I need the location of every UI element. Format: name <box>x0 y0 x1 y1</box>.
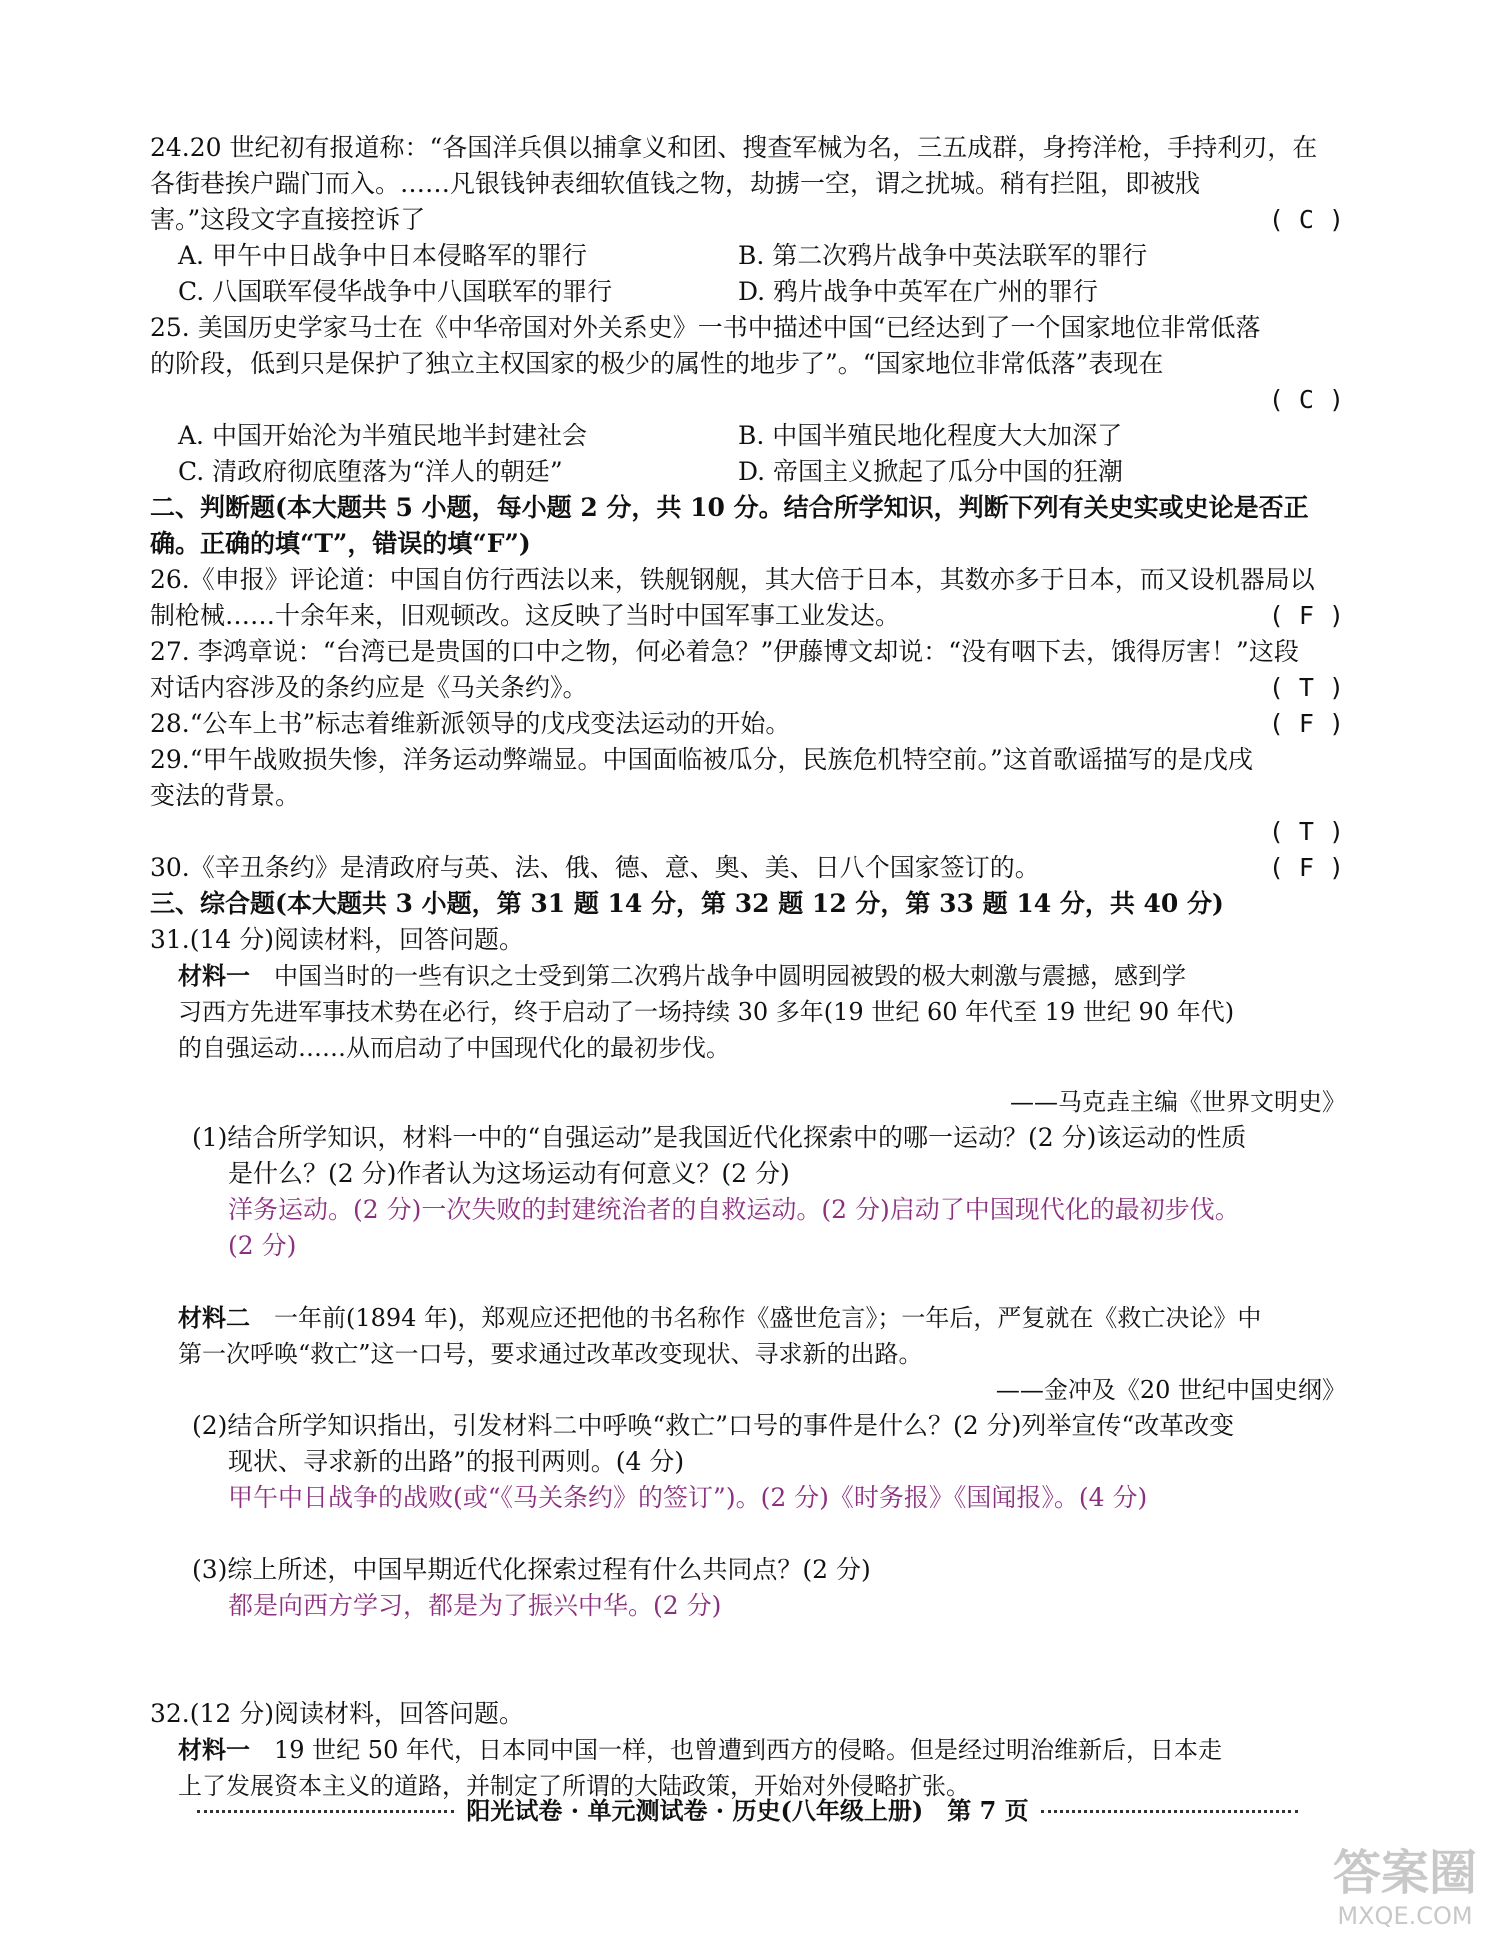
q24-option-b: B. 第二次鸦片战争中英法联军的罪行 <box>738 241 1148 270</box>
q30-line-1: 30.《辛丑条约》是清政府与英、法、俄、德、意、奥、美、日八个国家签订的。 <box>150 853 1040 882</box>
q31-material-1-source: ——马克垚主编《世界文明史》 <box>1010 1088 1346 1116</box>
q31-answer-2-line-1: 甲午中日战争的战败(或“《马关条约》的签订”)。(2 分)《时务报》《国闻报》。(4 分) <box>228 1483 1148 1512</box>
q24-options <box>178 238 1350 310</box>
q28-answer: ( F ) <box>1268 709 1344 738</box>
q24-option-c: C. 八国联军侵华战争中八国联军的罪行 <box>178 277 613 306</box>
q25-answer: ( C ) <box>1268 385 1344 414</box>
q29-answer: ( T ) <box>1268 817 1344 846</box>
watermark <box>1330 1845 1480 1940</box>
q31-part-2-line-2: 现状、寻求新的出路”的报刊两则。(4 分) <box>228 1447 685 1476</box>
q26-answer: ( F ) <box>1268 601 1344 630</box>
q31-part-2-line-1: (2)结合所学知识指出，引发材料二中呼唤“救亡”口号的事件是什么？(2 分)列举宣传“改革改变 <box>192 1411 1235 1440</box>
question-26 <box>150 562 1350 634</box>
q31-heading: 31.(14 分)阅读材料，回答问题。 <box>150 925 525 954</box>
q27-line-2: 对话内容涉及的条约应是《马关条约》。 <box>150 673 588 702</box>
q31-answer-1-line-2: (2 分) <box>228 1231 297 1260</box>
sec2-line-2: 确。正确的填“T”，错误的填“F”) <box>150 529 531 558</box>
question-27 <box>150 634 1350 706</box>
q31-part-3-line-1: (3)综上所述，中国早期近代化探索过程有什么共同点？(2 分) <box>192 1555 871 1584</box>
q31-part-1-line-2: 是什么？(2 分)作者认为这场运动有何意义？(2 分) <box>228 1159 790 1188</box>
exam-page <box>150 130 1350 1804</box>
q31-material-1-line-2: 习西方先进军事技术势在必行，终于启动了一场持续 30 多年(19 世纪 60 年代至 19 世纪 90 年代) <box>178 998 1235 1026</box>
question-28 <box>150 706 1350 742</box>
q25-options <box>178 418 1350 490</box>
q31-answer-3 <box>228 1588 1350 1624</box>
q24-answer: ( C ) <box>1268 205 1344 234</box>
q28-line-1: 28.“公车上书”标志着维新派领导的戊戌变法运动的开始。 <box>150 709 791 738</box>
footer-dots-right <box>1041 1810 1298 1813</box>
watermark-logo: 答案圈 <box>1332 1845 1477 1901</box>
q31-material-1-line-1: 中国当时的一些有识之士受到第二次鸦片战争中圆明园被毁的极大刺激与震撼，感到学 <box>250 962 1186 990</box>
q29-line-1: 29.“甲午战败损失惨，洋务运动弊端显。中国面临被瓜分，民族危机特空前。”这首歌谣描写的是戊戌 <box>150 745 1253 774</box>
q31-answer-2 <box>228 1480 1350 1516</box>
sec2-line-1: 二、判断题(本大题共 5 小题，每小题 2 分，共 10 分。结合所学知识，判断下列有关史实或史论是否正 <box>150 493 1309 522</box>
q26-line-2: 制枪械……十余年来，旧观顿改。这反映了当时中国军事工业发达。 <box>150 601 901 630</box>
q31-material-2-line-2: 第一次呼唤“救亡”这一口号，要求通过改革改变现状、寻求新的出路。 <box>178 1340 923 1368</box>
q32-material-1-line-1: 19 世纪 50 年代，日本同中国一样，也曾遭到西方的侵略。但是经过明治维新后，日本走 <box>250 1736 1222 1764</box>
q31-answer-1-line-1: 洋务运动。(2 分)一次失败的封建统治者的自救运动。(2 分)启动了中国现代化的最初步伐。 <box>228 1195 1240 1224</box>
q31-part-2 <box>192 1408 1350 1480</box>
q25-option-d: D. 帝国主义掀起了瓜分中国的狂潮 <box>738 457 1124 486</box>
q32-material-1-line-2: 上了发展资本主义的道路，并制定了所谓的大陆政策，开始对外侵略扩张。 <box>178 1772 970 1800</box>
q31-material-2-label: 材料二 <box>178 1303 250 1332</box>
q27-line-1: 27. 李鸿章说：“台湾已是贵国的口中之物，何必着急？”伊藤博文却说：“没有咽下去，饿得厉害！”这段 <box>150 637 1299 666</box>
section-2-heading <box>150 490 1350 562</box>
q31-material-1-line-3: 的自强运动……从而启动了中国现代化的最初步伐。 <box>178 1034 730 1062</box>
q32-material-1-label: 材料一 <box>178 1735 250 1764</box>
q31-material-2-line-1: 一年前(1894 年)，郑观应还把他的书名称作《盛世危言》；一年后，严复就在《救亡决论》中 <box>250 1304 1262 1332</box>
q31-material-1 <box>178 958 1350 1120</box>
q24-line-3: 害。”这段文字直接控诉了 <box>150 205 426 234</box>
footer-dots-left <box>197 1810 454 1813</box>
watermark-url: MXQE.COM <box>1337 1902 1473 1930</box>
question-30 <box>150 850 1350 886</box>
q31-part-1-line-1: (1)结合所学知识，材料一中的“自强运动”是我国近代化探索中的哪一运动？(2 分)该运动的性质 <box>192 1123 1247 1152</box>
page-footer <box>185 1793 1310 1829</box>
q26-line-1: 26.《申报》评论道：中国自仿行西法以来，铁舰钢舰，其大倍于日本，其数亦多于日本，而又设机器局以 <box>150 565 1315 594</box>
q25-option-a: A. 中国开始沦为半殖民地半封建社会 <box>178 421 587 450</box>
q24-option-d: D. 鸦片战争中英军在广州的罪行 <box>738 277 1099 306</box>
q29-line-2: 变法的背景。 <box>150 781 301 810</box>
question-29 <box>150 742 1350 850</box>
q25-line-2: 的阶段，低到只是保护了独立主权国家的极少的属性的地步了”。“国家地位非常低落”表现在 <box>150 349 1164 378</box>
question-31 <box>150 922 1350 1624</box>
q32-heading: 32.(12 分)阅读材料，回答问题。 <box>150 1699 525 1728</box>
q31-material-2 <box>178 1300 1350 1408</box>
q24-line-2: 各街巷挨户踹门而入。……凡银钱钟表细软值钱之物，劫掳一空，谓之扰城。稍有拦阻，即被戕 <box>150 169 1201 198</box>
question-32 <box>150 1696 1350 1804</box>
q31-part-3 <box>192 1552 1350 1588</box>
q24-option-a: A. 甲午中日战争中日本侵略军的罪行 <box>178 241 587 270</box>
q25-option-c: C. 清政府彻底堕落为“洋人的朝廷” <box>178 457 563 486</box>
q30-answer: ( F ) <box>1268 853 1344 882</box>
question-24 <box>150 130 1350 310</box>
q31-answer-1 <box>228 1192 1350 1264</box>
q31-material-1-label: 材料一 <box>178 961 250 990</box>
q31-answer-3-line-1: 都是向西方学习，都是为了振兴中华。(2 分) <box>228 1591 722 1620</box>
q25-line-1: 25. 美国历史学家马士在《中华帝国对外关系史》一书中描述中国“已经达到了一个国家地位非常低落 <box>150 313 1261 342</box>
q25-answer-row <box>150 382 1350 418</box>
q31-part-1 <box>192 1120 1350 1192</box>
footer-text: 阳光试卷 · 单元测试卷 · 历史(八年级上册) 第 7 页 <box>466 1796 1029 1825</box>
section-3-heading: 三、综合题(本大题共 3 小题，第 31 题 14 分，第 32 题 12 分，第 33 题 14 分，共 40 分) <box>150 889 1224 918</box>
question-25 <box>150 310 1350 490</box>
q31-material-2-source: ——金冲及《20 世纪中国史纲》 <box>995 1376 1346 1404</box>
q27-answer: ( T ) <box>1268 673 1344 702</box>
q24-stem-row <box>150 202 1350 238</box>
q25-option-b: B. 中国半殖民地化程度大大加深了 <box>738 421 1123 450</box>
q24-line-1: 24.20 世纪初有报道称：“各国洋兵俱以捕拿义和团、搜查军械为名，三五成群，身挎洋枪，手持利刃，在 <box>150 133 1318 162</box>
